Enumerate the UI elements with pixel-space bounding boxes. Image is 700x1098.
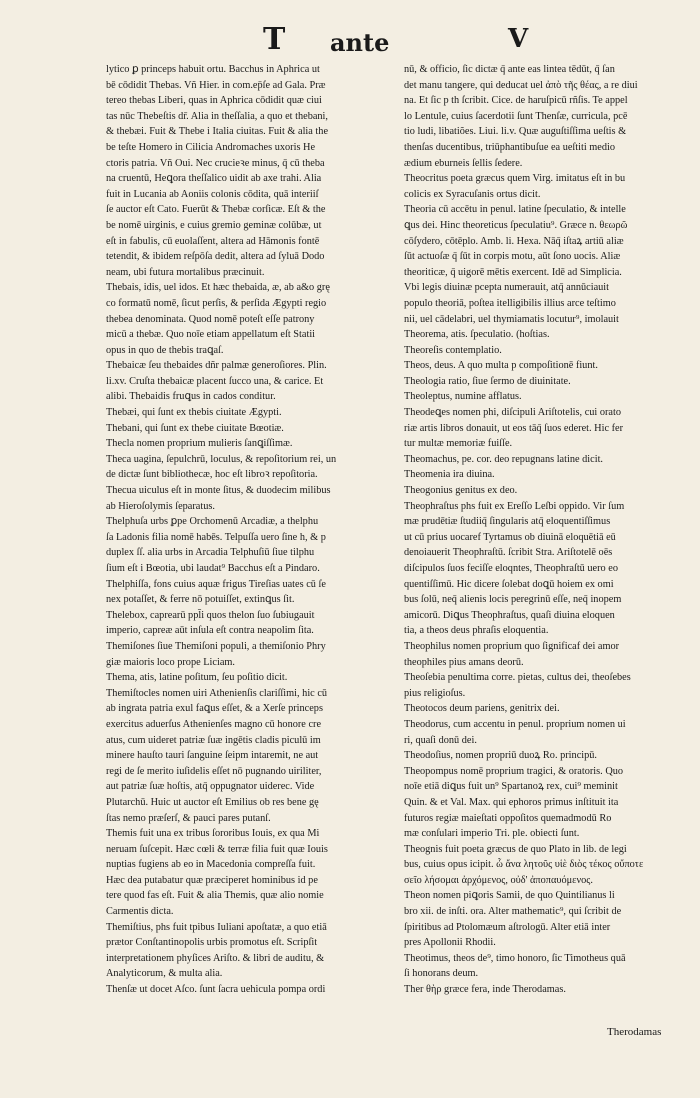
right-column: [404, 62, 684, 998]
text-line: Analyticorum, & multa alia.: [106, 968, 223, 980]
text-line: futuros regiæ maieſtati oppoſitos quemadmodū Ro: [404, 812, 612, 824]
text-line: tere quod fas eſt. Fuit & alia Themis, quæ alio nomie: [106, 890, 324, 902]
text-line: neruam ſuſcepit. Hæc cœli & terræ filia fuit quæ Iouis: [106, 843, 328, 855]
text-line: Hæc dea putabatur quæ præciperet hominibus id pe: [106, 874, 318, 886]
text-line: Thenſæ ut docet Aſco. ſunt ſacra uehicula pompa ordi: [106, 984, 326, 996]
text-line: bro xii. de inſti. ora. Alter mathematic⁹, qui ſcribit de: [404, 906, 622, 918]
header-initial: T: [263, 22, 286, 57]
text-line: interpretationem phyſices Ariſto. & libri de auditu, &: [106, 952, 325, 964]
text-line: Theoreſis contemplatio.: [404, 344, 502, 356]
text-line: mæ prudētiæ ſtudiiq̄ ſingularis atq̄ eloquentiſſimus: [404, 516, 611, 528]
text-line: aut patriæ ſuæ hoſtis, atq̄ oppugnator uiderec. Vide: [106, 781, 315, 793]
text-line: tia, a theos deus phraſis eloquentia.: [404, 625, 549, 637]
text-line: ſtas nemo præſerſ, & pauci pares putanſ.: [106, 812, 271, 824]
text-line: pius religioſus.: [404, 687, 466, 699]
text-line: duplex ſſ. alia urbs in Arcadia Telphuſiū ſiue tilphu: [106, 547, 315, 559]
text-line: Theocritus poeta græcus quem Virg. imitatus eſt in bu: [404, 173, 626, 185]
text-line: riæ artis libros donauit, ut eos tāq̄ ſuos ederet. Hic fer: [404, 422, 624, 434]
text-line: be nomē uirginis, e cuius gremio geminæ colūbæ, ut: [106, 219, 322, 231]
text-line: tetendit, & ibidem reſpōſa dedit, altera ad ſyluā Dodo: [106, 251, 325, 263]
text-line: Quin. & et Val. Max. qui ephoros primus inſtituit ita: [404, 796, 619, 808]
text-line: Thelphiſſa, fons cuius aquæ frigus Tireſias uates cū ſe: [106, 578, 326, 590]
text-line: Theopompus nomē proprium tragici, & oratoris. Quo: [404, 765, 624, 777]
text-line: Thebæi, qui ſunt ex thebis ciuitate Ægypti.: [106, 407, 282, 419]
text-line: alibi. Thebaidis fruꝗus in cados conditur.: [106, 391, 276, 403]
text-line: Theologia ratio, ſiue ſermo de diuinitate.: [404, 375, 571, 387]
text-line: noīe etiā diꝗus fuit un⁹ Spartanoꝝ rex, cui⁹ meminit: [404, 781, 618, 793]
text-line: Thema, atis, latine poſitum, ſeu poſitio dicit.: [106, 672, 288, 684]
text-line: nū, & officio, ſic dictæ q̄ ante eas lintea tēdūt, q̄ ſan: [404, 64, 615, 75]
text-line: exercitus aduerſus Athenienſes magno cū honore cre: [106, 718, 322, 730]
text-line: Theognis fuit poeta græcus de quo Plato in lib. de legi: [404, 843, 627, 855]
text-line: tas nūc Thebeſtis dr̄. Alia in theſſalia, a quo et thebani,: [106, 110, 328, 122]
text-line: quentiſſimū. Hic dicere ſolebat doꝗū hoiem ex omi: [404, 578, 614, 590]
text-line: Thebani, qui ſunt ex thebe ciuitate Bœotiæ.: [106, 422, 284, 434]
text-line: nii, uel cādelabri, uel thymiamatis locutur⁹, imolauit: [404, 313, 619, 325]
text-line: de dictæ ſunt bibliothecæ, hoc eſt libroꝛ repoſitoria.: [106, 469, 318, 481]
text-line: Theotocos deum pariens, genitrix dei.: [404, 703, 560, 715]
text-line: Ther θὴρ græce fera, inde Therodamas.: [404, 984, 566, 996]
text-line: Theomenia ira diuina.: [404, 469, 495, 481]
text-line: tur multæ memoriæ fuiſſe.: [404, 438, 513, 450]
text-line: Theotimus, theos de⁹, timo honoro, ſic Timotheus quā: [404, 952, 626, 964]
text-line: bē cōdidit Thebas. Vñ Hier. in com.ep̄ſe ad Gala. Præ: [106, 79, 326, 91]
text-line: & thebæi. Fuit & Thebe i Italia ciuitas. Fuit & alia the: [106, 126, 329, 138]
text-line: Theophraſtus phs fuit ex Ereſſo Leſbi oppido. Vir ſum: [404, 500, 625, 512]
text-line: ctoris patria. Vñ Oui. Nec crucieꝛe minus, q̄ cū theba: [106, 157, 325, 169]
text-line: Themiſtius, phs fuit tpibus Iuliani apoſtatæ, a quo etiā: [106, 921, 327, 933]
text-line: Thebais, idis, uel idos. Et hæc thebaida, æ, ab a&o grę: [106, 282, 330, 294]
text-line: Thecla nomen proprium mulieris ſanꝗiſſimæ.: [106, 438, 293, 450]
text-line: Theoria cū accētu in penul. latine ſpeculatio, & intelle: [404, 204, 626, 216]
text-line: Theoleptus, numine afflatus.: [404, 391, 522, 403]
text-line: Thebaicæ ſeu thebaides dñr palmæ generoſiores. Plin.: [106, 360, 327, 372]
text-line: ut cū prius uocaref Tyrtamus ob diuinā eloquētiā eū: [404, 531, 616, 543]
text-line: ſa Ladonis filia nomē habēs. Telpuſſa uero ſine h, & p: [106, 531, 326, 543]
text-line: Theos, deus. A quo multa p compoſitionē fiunt.: [404, 360, 598, 372]
text-line: tereo thebas Liberi, quas in Aphrica cōdidit quæ ciui: [106, 95, 322, 107]
text-line: Thelphuſa urbs ꝑpe Orchomenū Arcadiæ, a thelphu: [106, 516, 319, 528]
text-line: fuit in Lucania ab Aoniis colonis cōdita, quā interiiſ: [106, 188, 319, 200]
text-line: atus, cum uideret patriæ ſuæ ingētis cladis piculū im: [106, 734, 321, 746]
text-line: det manu tangere, qui deducat uel ἀπὸ τῆς θέας, a re diui: [404, 79, 638, 91]
text-line: cōſydero, cōtēplo. Amb. li. Hexa. Nāq̄ iſtaꝝ artiū aliæ: [404, 235, 624, 247]
header-word: ante: [330, 28, 390, 57]
text-line: Theon nomen piꝗoris Samii, de quo Quintilianus li: [404, 890, 615, 902]
text-line: co formatū nomē, ſicut perſis, & perſida Ægypti regio: [106, 297, 327, 309]
text-line: ædium eburneis ſellis ſedere.: [404, 157, 523, 169]
text-line: thebea denominata. Quod nomē poteſt eſſe patrony: [106, 313, 315, 325]
text-line: nex potaſſet, & ferre nō potuiſſet, extinꝗus ſit.: [106, 594, 295, 606]
text-line: be teſte Homero in Cilicia Andromaches uxoris He: [106, 141, 316, 153]
text-line: Carmentis dicta.: [106, 906, 174, 918]
text-line: denoiauerit Theophraſtū. ſcribit Stra. Ariſtotelē oēs: [404, 547, 613, 559]
text-line: tio ludi, libatiões. Liui. li.v. Quæ auguſtiſſima ueſtis &: [404, 126, 627, 138]
text-line: Themis fuit una ex tribus ſororibus Iouis, ex qua Mi: [106, 828, 320, 840]
text-line: Theomachus, pe. cor. deo repugnans latine dicit.: [404, 453, 604, 465]
text-line: diſcipulos ſuos feciſſe eloqntes, Theophraſtū uero eo: [404, 563, 618, 574]
text-line: regi de ſe merito iuſidelis eſſet nō pugnando uiriliter,: [106, 765, 322, 777]
text-line: thenſas ducentibus, triūphantibuſue ea ueſtiti medio: [404, 141, 616, 153]
text-line: imperio, capreæ aūt inſula eſt contra neapolim ſita.: [106, 625, 314, 637]
text-line: lo Lentule, cuius ſacerdotii ſunt Thenſæ, curricula, pcē: [404, 110, 628, 122]
text-line: Theophilus nomen proprium quo ſignificaf dei amor: [404, 640, 620, 652]
text-line: opus in quo de thebis traꝗaſ.: [106, 344, 224, 356]
text-line: neam, ubi futura mortalibus præcinuit.: [106, 266, 265, 278]
text-line: lytico ꝑ princeps habuit ortu. Bacchus in Aphrica ut: [106, 64, 320, 75]
text-line: mæ conſulari imperio Tri. ple. obiecti ſunt.: [404, 828, 580, 840]
text-line: giæ maioris loco prope Liciam.: [106, 656, 235, 668]
text-line: theoriticæ, q̄ uigorē mētis exercent. Idē ad Simplicia.: [404, 266, 622, 278]
text-line: colicis ex Syracuſanis ortus dicit.: [404, 188, 541, 200]
text-line: Theogonius genitus ex deo.: [404, 485, 518, 497]
text-line: Theodoſius, nomen propriū duoꝝ Ro. principū.: [404, 750, 597, 762]
text-line: ſium eſt i Bœotia, ubi laudat⁹ Bacchus eſt a Pindaro.: [106, 563, 320, 574]
text-line: ab ingrata patria exul faꝗus eſſet, & a Xerſe princeps: [106, 703, 323, 715]
running-header: [0, 22, 700, 62]
header-signature: V: [508, 24, 529, 54]
text-line: ſpiritibus ad Ptolomæum aſtrologū. Alter etiā inter: [404, 921, 611, 933]
text-line: Thelebox, caprearū ppl̄i quos thelon ſuo ſubiugauit: [106, 609, 315, 621]
text-line: Themiſtocles nomen uiri Athenienſis clariſſimi, hic cū: [106, 687, 328, 699]
text-line: bus, cuius opus icipit. ὦ ἄνα λητοῦς υἱὲ διὸς τέκος οὔποτε: [404, 859, 644, 871]
text-line: nuptias fugiens ab eo in Macedonia compreſſa fuit.: [106, 859, 316, 871]
text-line: minere hauſto tauri ſanguine ſeipm intaremit, ne aut: [106, 750, 319, 762]
text-line: Theca uagina, ſepulchrū, loculus, & repoſitorium rei, un: [106, 453, 337, 465]
catchword: Therodamas: [607, 1026, 662, 1038]
text-line: na. Et ſic p th ſcribit. Cice. de haruſpicū rñſis. Te appel: [404, 95, 628, 107]
text-line: Theodorus, cum accentu in penul. proprium nomen ui: [404, 718, 626, 730]
text-line: na cruentū, Heꝗora theſſalico uidit ab axe trahi. Alia: [106, 173, 322, 185]
text-line: σεῖο λήσομαι ἀρχόμενος, οὐδ' ἀποπαυόμενος.: [404, 874, 593, 886]
text-line: bus ſolū, neq̄ alienis locis peregrinū eſſe, neq̄ inopem: [404, 594, 622, 606]
text-line: theophiles pius amans deorū.: [404, 656, 524, 668]
text-line: amicorū. Diꝗus Theophraſtus, quaſi diuina eloquen: [404, 609, 615, 621]
text-line: ri, quaſi donū dei.: [404, 734, 477, 746]
text-line: Theoſebia penultima corre. pietas, cultus dei, theoſebes: [404, 672, 631, 684]
text-line: populo theoriā, poſtea itelligibilis illius arce teſtimo: [404, 297, 616, 309]
text-line: ſi honorans deum.: [404, 968, 479, 980]
text-line: Theorema, atis. ſpeculatio. (hoſtias.: [404, 329, 550, 341]
text-line: Thecua uiculus eſt in monte ſitus, & duodecim milibus: [106, 485, 331, 497]
text-line: Theodeꝗes nomen phi, diſcipuli Ariſtotelis, cui orato: [404, 407, 622, 419]
text-line: pres Apollonii Rhodii.: [404, 937, 496, 949]
text-line: ſūt actuoſæ q̄ ſūt in corpis motu, aūt ſono uocis. Aliæ: [404, 251, 621, 263]
text-line: ſe auctor eſt Cato. Fuerūt & Thebæ corſicæ. Eſt & the: [106, 204, 326, 216]
text-line: li.xv. Cruſta thebaicæ placent ſucco una, & carice. Et: [106, 375, 324, 387]
left-column: [106, 62, 386, 998]
text-line: prætor Conſtantinopolis urbis promotus eſt. Scripſit: [106, 937, 318, 949]
text-line: Themiſones ſiue Themiſoni populi, a themiſonio Phry: [106, 640, 326, 652]
text-line: ꝗus dei. Hinc theoreticus ſpeculatiu⁹. Græce n. θεωρῶ: [404, 219, 628, 231]
text-line: Plutarchū. Huic ut auctor eſt Emilius ob res bene gę: [106, 796, 319, 808]
text-line: micū a thebæ. Quo noīe etiam appellatum eſt Statii: [106, 329, 316, 341]
text-line: Vbi legis diuinæ pcepta numerauit, atq̄ annūciauit: [404, 282, 610, 294]
text-line: ab Hieroſolymis ſeparatus.: [106, 500, 215, 512]
text-line: eſt in fabulis, cū euolaſſent, altera ad Hāmonis fontē: [106, 235, 320, 247]
